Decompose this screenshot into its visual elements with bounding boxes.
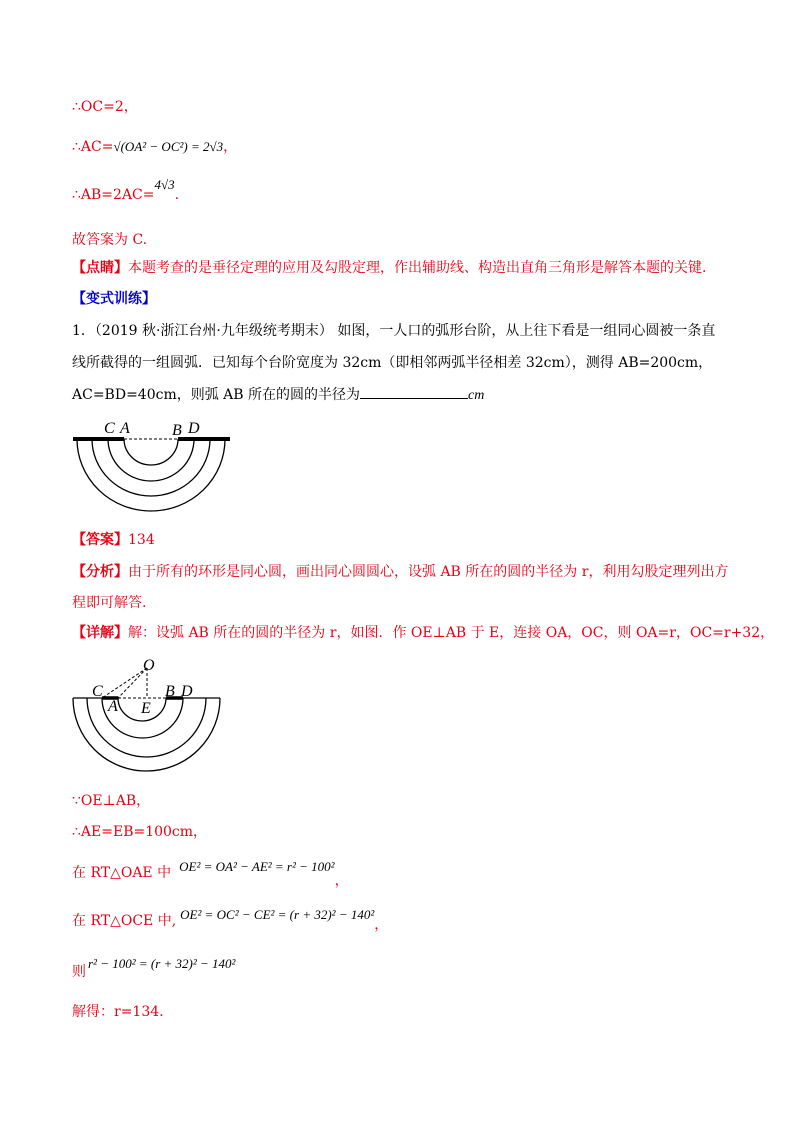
step-equation <box>72 955 236 980</box>
problem-line-1: 1．（2019 秋·浙江台州·九年级统考期末） 如图，一人口的弧形台阶，从上往下看是一组同心圆被一条直 <box>72 323 716 339</box>
analysis-line-1 <box>72 563 728 581</box>
answer-value: 134 <box>128 532 155 548</box>
fig2-label-a: A <box>108 698 118 715</box>
step-equation-prefix: 则 <box>72 964 86 980</box>
step-oce-suffix: ， <box>374 917 389 933</box>
fig1-label-d: D <box>188 420 200 437</box>
detail-line-1 <box>72 624 774 642</box>
solution-line-ab <box>72 177 180 204</box>
fig2-label-e: E <box>141 700 151 717</box>
problem-line-2: 线所截得的一组圆弧．已知每个台阶宽度为 32cm（即相邻两弧半径相差 32cm），测得 AB=200cm， <box>72 355 713 371</box>
step-oae-suffix: ， <box>334 873 349 889</box>
detail-text-1: 解：设弧 AB 所在的圆的半径为 r，如图．作 OE⊥AB 于 E，连接 OA，OC，则 OA=r，OC=r+32， <box>128 625 775 641</box>
answer-blank <box>360 386 468 399</box>
step-oae-formula: OE² = OA² − AE² = r² − 100² <box>179 859 335 874</box>
ab-prefix: ∴AB=2AC= <box>72 187 155 203</box>
step-perpendicular: ∵OE⊥AB， <box>72 793 151 809</box>
step-equation-formula: r² − 100² = (r + 32)² − 140² <box>88 956 236 971</box>
ab-formula: 4√3 <box>154 177 175 192</box>
answer-line <box>72 531 155 549</box>
solution-line-oc: ∴OC=2， <box>72 99 138 115</box>
answer-choice-line: 故答案为 C. <box>72 232 148 248</box>
problem-unit: cm <box>468 388 485 403</box>
answer-tag: 【答案】 <box>72 532 128 548</box>
fig1-label-c: C <box>104 420 115 437</box>
problem-line-3-text: AC=BD=40cm，则弧 AB 所在的圆的半径为 <box>72 387 361 403</box>
problem-line-3 <box>72 386 484 405</box>
step-result: 解得：r=134. <box>72 1004 164 1020</box>
section-title: 【变式训练】 <box>72 291 156 307</box>
step-triangle-oce <box>72 906 389 933</box>
steps-figure-1 <box>68 412 238 514</box>
step-ae-eb: ∴AE=EB=100cm， <box>72 824 208 840</box>
analysis-text-1: 由于所有的环形是同心圆，画出同心圆圆心，设弧 AB 所在的圆的半径为 r，利用勾股定理列出方 <box>128 564 729 580</box>
step-triangle-oae <box>72 858 349 889</box>
fig1-label-b: B <box>172 422 182 439</box>
ab-suffix: . <box>174 187 180 203</box>
steps-figure-2 <box>68 654 228 782</box>
fig1-label-a: A <box>120 420 130 437</box>
step-oce-prefix: 在 RT△OCE 中, <box>72 913 177 929</box>
fig2-label-o: O <box>143 657 155 674</box>
ac-formula: √(OA² − OC²) = 2√3 <box>113 139 224 154</box>
step-oce-formula: OE² = OC² − CE² = (r + 32)² − 140² <box>180 907 375 922</box>
step-oae-prefix: 在 RT△OAE 中 <box>72 865 172 881</box>
ac-suffix: ， <box>223 139 238 155</box>
analysis-line-2: 程即可解答. <box>72 595 147 611</box>
detail-tag: 【详解】 <box>72 625 128 641</box>
comment-text: 本题考查的是垂径定理的应用及勾股定理，作出辅助线、构造出直角三角形是解答本题的关键. <box>128 260 707 276</box>
analysis-tag: 【分析】 <box>72 564 128 580</box>
fig2-label-b: B <box>165 683 175 700</box>
comment-tag: 【点睛】 <box>72 260 128 276</box>
solution-line-ac <box>72 138 237 156</box>
ac-prefix: ∴AC= <box>72 139 114 155</box>
comment-line <box>72 259 706 277</box>
fig2-label-c: C <box>92 683 103 700</box>
fig2-label-d: D <box>181 683 193 700</box>
